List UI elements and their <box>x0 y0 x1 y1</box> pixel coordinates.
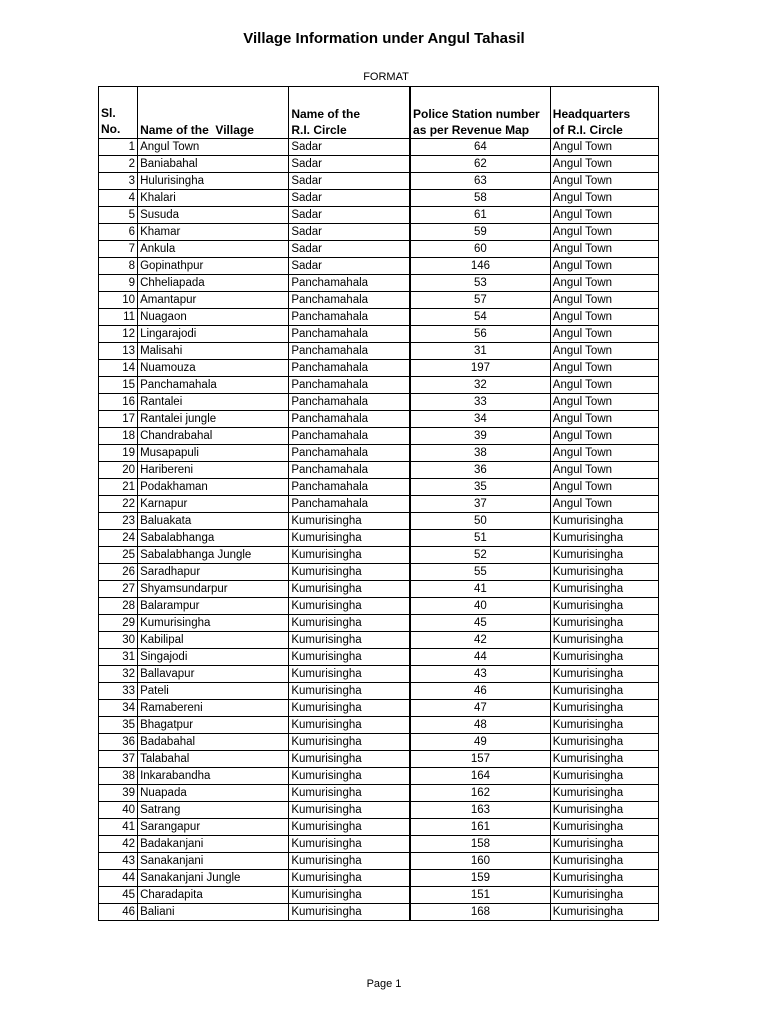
format-label: FORMAT <box>363 71 409 83</box>
cell-ri-circle: Panchamahala <box>289 360 410 377</box>
cell-police-station-number: 60 <box>410 241 550 258</box>
cell-village-name: Nuagaon <box>138 309 289 326</box>
cell-police-station-number: 164 <box>410 768 550 785</box>
cell-sl-no: 5 <box>99 207 138 224</box>
cell-police-station-number: 162 <box>410 785 550 802</box>
cell-sl-no: 30 <box>99 632 138 649</box>
cell-ri-circle: Kumurisingha <box>289 785 410 802</box>
cell-sl-no: 46 <box>99 904 138 921</box>
cell-headquarters: Kumurisingha <box>550 581 658 598</box>
table-row <box>99 343 659 360</box>
table-row <box>99 853 659 870</box>
cell-sl-no: 29 <box>99 615 138 632</box>
cell-sl-no: 25 <box>99 547 138 564</box>
table-row <box>99 751 659 768</box>
cell-village-name: Rantalei jungle <box>138 411 289 428</box>
header-ri-circle <box>289 87 410 139</box>
cell-police-station-number: 49 <box>410 734 550 751</box>
cell-headquarters: Angul Town <box>550 139 658 156</box>
cell-headquarters: Kumurisingha <box>550 853 658 870</box>
header-police-station <box>410 87 550 139</box>
cell-police-station-number: 41 <box>410 581 550 598</box>
cell-headquarters: Kumurisingha <box>550 615 658 632</box>
cell-ri-circle: Kumurisingha <box>289 564 410 581</box>
cell-police-station-number: 160 <box>410 853 550 870</box>
table-row <box>99 326 659 343</box>
cell-police-station-number: 40 <box>410 598 550 615</box>
cell-headquarters: Kumurisingha <box>550 751 658 768</box>
table-row <box>99 462 659 479</box>
table-row <box>99 156 659 173</box>
cell-headquarters: Angul Town <box>550 309 658 326</box>
cell-police-station-number: 37 <box>410 496 550 513</box>
cell-sl-no: 23 <box>99 513 138 530</box>
cell-village-name: Nuapada <box>138 785 289 802</box>
cell-sl-no: 44 <box>99 870 138 887</box>
cell-village-name: Sanakanjani <box>138 853 289 870</box>
cell-village-name: Kumurisingha <box>138 615 289 632</box>
cell-village-name: Khamar <box>138 224 289 241</box>
header-village-name <box>138 87 289 139</box>
cell-headquarters: Kumurisingha <box>550 734 658 751</box>
cell-police-station-number: 46 <box>410 683 550 700</box>
village-table <box>98 86 659 921</box>
cell-ri-circle: Kumurisingha <box>289 632 410 649</box>
cell-sl-no: 12 <box>99 326 138 343</box>
cell-sl-no: 20 <box>99 462 138 479</box>
cell-village-name: Badabahal <box>138 734 289 751</box>
cell-sl-no: 28 <box>99 598 138 615</box>
cell-sl-no: 1 <box>99 139 138 156</box>
cell-sl-no: 32 <box>99 666 138 683</box>
cell-sl-no: 24 <box>99 530 138 547</box>
cell-police-station-number: 168 <box>410 904 550 921</box>
page-number: Page 1 <box>366 978 402 990</box>
cell-village-name: Hulurisingha <box>138 173 289 190</box>
table-row <box>99 258 659 275</box>
cell-headquarters: Angul Town <box>550 241 658 258</box>
cell-headquarters: Angul Town <box>550 479 658 496</box>
cell-ri-circle: Kumurisingha <box>289 513 410 530</box>
cell-village-name: Lingarajodi <box>138 326 289 343</box>
header-sl-line1: Sl. <box>101 106 116 120</box>
header-ps-line1: Police Station number <box>413 107 540 121</box>
cell-ri-circle: Panchamahala <box>289 377 410 394</box>
cell-sl-no: 45 <box>99 887 138 904</box>
cell-police-station-number: 62 <box>410 156 550 173</box>
cell-police-station-number: 52 <box>410 547 550 564</box>
header-sl-no <box>99 87 138 139</box>
cell-ri-circle: Kumurisingha <box>289 649 410 666</box>
table-row <box>99 615 659 632</box>
cell-ri-circle: Kumurisingha <box>289 700 410 717</box>
table-row <box>99 819 659 836</box>
cell-sl-no: 27 <box>99 581 138 598</box>
cell-ri-circle: Panchamahala <box>289 275 410 292</box>
cell-village-name: Malisahi <box>138 343 289 360</box>
cell-police-station-number: 35 <box>410 479 550 496</box>
table-row <box>99 360 659 377</box>
cell-ri-circle: Panchamahala <box>289 309 410 326</box>
table-row <box>99 513 659 530</box>
cell-village-name: Charadapita <box>138 887 289 904</box>
cell-village-name: Inkarabandha <box>138 768 289 785</box>
cell-headquarters: Angul Town <box>550 258 658 275</box>
table-row <box>99 802 659 819</box>
cell-sl-no: 11 <box>99 309 138 326</box>
cell-village-name: Podakhaman <box>138 479 289 496</box>
cell-headquarters: Kumurisingha <box>550 683 658 700</box>
table-row <box>99 445 659 462</box>
cell-ri-circle: Kumurisingha <box>289 904 410 921</box>
table-row <box>99 564 659 581</box>
cell-ri-circle: Kumurisingha <box>289 683 410 700</box>
cell-headquarters: Kumurisingha <box>550 564 658 581</box>
cell-police-station-number: 151 <box>410 887 550 904</box>
cell-headquarters: Kumurisingha <box>550 785 658 802</box>
cell-sl-no: 18 <box>99 428 138 445</box>
cell-police-station-number: 43 <box>410 666 550 683</box>
table-row <box>99 598 659 615</box>
table-row <box>99 785 659 802</box>
cell-village-name: Kabilipal <box>138 632 289 649</box>
cell-village-name: Amantapur <box>138 292 289 309</box>
cell-sl-no: 39 <box>99 785 138 802</box>
cell-ri-circle: Kumurisingha <box>289 887 410 904</box>
cell-police-station-number: 61 <box>410 207 550 224</box>
cell-village-name: Angul Town <box>138 139 289 156</box>
table-row <box>99 530 659 547</box>
cell-sl-no: 33 <box>99 683 138 700</box>
cell-ri-circle: Panchamahala <box>289 428 410 445</box>
cell-village-name: Bhagatpur <box>138 717 289 734</box>
cell-ri-circle: Panchamahala <box>289 394 410 411</box>
cell-sl-no: 4 <box>99 190 138 207</box>
table-row <box>99 224 659 241</box>
cell-village-name: Sabalabhanga <box>138 530 289 547</box>
cell-village-name: Badakanjani <box>138 836 289 853</box>
cell-ri-circle: Sadar <box>289 173 410 190</box>
table-row <box>99 666 659 683</box>
cell-sl-no: 21 <box>99 479 138 496</box>
cell-police-station-number: 59 <box>410 224 550 241</box>
cell-ri-circle: Kumurisingha <box>289 751 410 768</box>
cell-village-name: Khalari <box>138 190 289 207</box>
cell-police-station-number: 58 <box>410 190 550 207</box>
cell-headquarters: Angul Town <box>550 292 658 309</box>
cell-sl-no: 40 <box>99 802 138 819</box>
table-row <box>99 649 659 666</box>
cell-ri-circle: Sadar <box>289 190 410 207</box>
cell-headquarters: Angul Town <box>550 360 658 377</box>
cell-village-name: Musapapuli <box>138 445 289 462</box>
cell-headquarters: Kumurisingha <box>550 632 658 649</box>
cell-sl-no: 22 <box>99 496 138 513</box>
cell-sl-no: 19 <box>99 445 138 462</box>
cell-village-name: Shyamsundarpur <box>138 581 289 598</box>
table-row <box>99 139 659 156</box>
cell-ri-circle: Kumurisingha <box>289 802 410 819</box>
cell-ri-circle: Panchamahala <box>289 343 410 360</box>
table-row <box>99 547 659 564</box>
table-row <box>99 292 659 309</box>
cell-ri-circle: Panchamahala <box>289 462 410 479</box>
cell-police-station-number: 45 <box>410 615 550 632</box>
cell-ri-circle: Panchamahala <box>289 445 410 462</box>
cell-village-name: Sarangapur <box>138 819 289 836</box>
cell-ri-circle: Panchamahala <box>289 496 410 513</box>
table-row <box>99 700 659 717</box>
cell-sl-no: 15 <box>99 377 138 394</box>
cell-police-station-number: 42 <box>410 632 550 649</box>
cell-ri-circle: Panchamahala <box>289 479 410 496</box>
cell-village-name: Nuamouza <box>138 360 289 377</box>
cell-sl-no: 8 <box>99 258 138 275</box>
cell-headquarters: Kumurisingha <box>550 649 658 666</box>
cell-sl-no: 14 <box>99 360 138 377</box>
cell-village-name: Chheliapada <box>138 275 289 292</box>
cell-sl-no: 37 <box>99 751 138 768</box>
table-row <box>99 207 659 224</box>
cell-headquarters: Kumurisingha <box>550 513 658 530</box>
cell-ri-circle: Kumurisingha <box>289 530 410 547</box>
cell-sl-no: 10 <box>99 292 138 309</box>
cell-headquarters: Angul Town <box>550 445 658 462</box>
cell-police-station-number: 56 <box>410 326 550 343</box>
cell-sl-no: 26 <box>99 564 138 581</box>
cell-headquarters: Kumurisingha <box>550 802 658 819</box>
cell-sl-no: 7 <box>99 241 138 258</box>
cell-village-name: Panchamahala <box>138 377 289 394</box>
cell-village-name: Ankula <box>138 241 289 258</box>
cell-headquarters: Kumurisingha <box>550 700 658 717</box>
cell-headquarters: Kumurisingha <box>550 547 658 564</box>
cell-sl-no: 6 <box>99 224 138 241</box>
table-row <box>99 734 659 751</box>
cell-police-station-number: 57 <box>410 292 550 309</box>
cell-sl-no: 38 <box>99 768 138 785</box>
table-row <box>99 836 659 853</box>
cell-ri-circle: Sadar <box>289 224 410 241</box>
table-row <box>99 768 659 785</box>
cell-sl-no: 9 <box>99 275 138 292</box>
cell-ri-circle: Kumurisingha <box>289 615 410 632</box>
cell-sl-no: 43 <box>99 853 138 870</box>
cell-police-station-number: 161 <box>410 819 550 836</box>
cell-police-station-number: 47 <box>410 700 550 717</box>
cell-ri-circle: Sadar <box>289 258 410 275</box>
cell-police-station-number: 64 <box>410 139 550 156</box>
table-header <box>99 87 659 139</box>
cell-ri-circle: Kumurisingha <box>289 598 410 615</box>
cell-sl-no: 2 <box>99 156 138 173</box>
cell-police-station-number: 44 <box>410 649 550 666</box>
cell-police-station-number: 53 <box>410 275 550 292</box>
cell-headquarters: Kumurisingha <box>550 904 658 921</box>
cell-headquarters: Kumurisingha <box>550 887 658 904</box>
table-row <box>99 394 659 411</box>
cell-ri-circle: Panchamahala <box>289 292 410 309</box>
table-row <box>99 190 659 207</box>
cell-police-station-number: 157 <box>410 751 550 768</box>
cell-headquarters: Kumurisingha <box>550 768 658 785</box>
cell-village-name: Baluakata <box>138 513 289 530</box>
table-row <box>99 717 659 734</box>
table-row <box>99 309 659 326</box>
cell-ri-circle: Kumurisingha <box>289 717 410 734</box>
cell-ri-circle: Sadar <box>289 139 410 156</box>
cell-police-station-number: 31 <box>410 343 550 360</box>
cell-village-name: Ramabereni <box>138 700 289 717</box>
cell-sl-no: 17 <box>99 411 138 428</box>
cell-ri-circle: Kumurisingha <box>289 581 410 598</box>
table-row <box>99 411 659 428</box>
cell-police-station-number: 55 <box>410 564 550 581</box>
cell-headquarters: Kumurisingha <box>550 598 658 615</box>
header-headquarters <box>550 87 658 139</box>
cell-village-name: Balarampur <box>138 598 289 615</box>
cell-sl-no: 16 <box>99 394 138 411</box>
table-row <box>99 241 659 258</box>
cell-headquarters: Angul Town <box>550 207 658 224</box>
header-village-text: Name of the Village <box>140 123 254 137</box>
cell-police-station-number: 197 <box>410 360 550 377</box>
table-row <box>99 173 659 190</box>
cell-village-name: Singajodi <box>138 649 289 666</box>
cell-police-station-number: 34 <box>410 411 550 428</box>
cell-headquarters: Kumurisingha <box>550 819 658 836</box>
table-body <box>99 139 659 921</box>
cell-police-station-number: 158 <box>410 836 550 853</box>
header-row <box>99 87 659 139</box>
cell-headquarters: Angul Town <box>550 496 658 513</box>
cell-police-station-number: 159 <box>410 870 550 887</box>
cell-headquarters: Kumurisingha <box>550 530 658 547</box>
cell-village-name: Chandrabahal <box>138 428 289 445</box>
cell-police-station-number: 163 <box>410 802 550 819</box>
cell-sl-no: 35 <box>99 717 138 734</box>
table-row <box>99 428 659 445</box>
table-row <box>99 496 659 513</box>
table-row <box>99 632 659 649</box>
cell-headquarters: Angul Town <box>550 428 658 445</box>
cell-sl-no: 31 <box>99 649 138 666</box>
cell-village-name: Haribereni <box>138 462 289 479</box>
cell-village-name: Ballavapur <box>138 666 289 683</box>
table-row <box>99 870 659 887</box>
cell-police-station-number: 63 <box>410 173 550 190</box>
cell-village-name: Karnapur <box>138 496 289 513</box>
cell-headquarters: Kumurisingha <box>550 666 658 683</box>
cell-headquarters: Angul Town <box>550 343 658 360</box>
cell-police-station-number: 50 <box>410 513 550 530</box>
cell-police-station-number: 33 <box>410 394 550 411</box>
header-hq-line1: Headquarters <box>552 107 631 121</box>
cell-sl-no: 36 <box>99 734 138 751</box>
table-row <box>99 275 659 292</box>
cell-headquarters: Kumurisingha <box>550 717 658 734</box>
header-hq-line2: of R.I. Circle <box>552 123 623 137</box>
cell-police-station-number: 48 <box>410 717 550 734</box>
cell-village-name: Susuda <box>138 207 289 224</box>
header-ps-line2: as per Revenue Map <box>413 123 530 137</box>
cell-headquarters: Angul Town <box>550 377 658 394</box>
cell-headquarters: Angul Town <box>550 462 658 479</box>
cell-ri-circle: Kumurisingha <box>289 836 410 853</box>
cell-headquarters: Angul Town <box>550 411 658 428</box>
cell-ri-circle: Sadar <box>289 241 410 258</box>
cell-ri-circle: Kumurisingha <box>289 666 410 683</box>
cell-ri-circle: Kumurisingha <box>289 734 410 751</box>
cell-ri-circle: Panchamahala <box>289 411 410 428</box>
cell-ri-circle: Kumurisingha <box>289 853 410 870</box>
cell-village-name: Pateli <box>138 683 289 700</box>
cell-village-name: Baliani <box>138 904 289 921</box>
cell-headquarters: Kumurisingha <box>550 836 658 853</box>
table-row <box>99 581 659 598</box>
header-sl-line2: No. <box>101 122 121 136</box>
cell-police-station-number: 38 <box>410 445 550 462</box>
cell-village-name: Talabahal <box>138 751 289 768</box>
cell-sl-no: 3 <box>99 173 138 190</box>
cell-village-name: Saradhapur <box>138 564 289 581</box>
cell-headquarters: Angul Town <box>550 394 658 411</box>
cell-police-station-number: 146 <box>410 258 550 275</box>
cell-police-station-number: 54 <box>410 309 550 326</box>
table-row <box>99 683 659 700</box>
table-row <box>99 479 659 496</box>
table-row <box>99 904 659 921</box>
cell-sl-no: 13 <box>99 343 138 360</box>
cell-headquarters: Angul Town <box>550 275 658 292</box>
table-row <box>99 377 659 394</box>
cell-ri-circle: Sadar <box>289 156 410 173</box>
cell-ri-circle: Kumurisingha <box>289 768 410 785</box>
cell-village-name: Satrang <box>138 802 289 819</box>
cell-village-name: Sanakanjani Jungle <box>138 870 289 887</box>
cell-headquarters: Angul Town <box>550 156 658 173</box>
cell-headquarters: Kumurisingha <box>550 870 658 887</box>
cell-ri-circle: Panchamahala <box>289 326 410 343</box>
header-ri-line1: Name of the <box>291 107 361 121</box>
header-ri-line2: R.I. Circle <box>291 123 347 137</box>
cell-headquarters: Angul Town <box>550 173 658 190</box>
cell-village-name: Sabalabhanga Jungle <box>138 547 289 564</box>
cell-ri-circle: Kumurisingha <box>289 870 410 887</box>
cell-ri-circle: Kumurisingha <box>289 547 410 564</box>
cell-ri-circle: Kumurisingha <box>289 819 410 836</box>
cell-police-station-number: 36 <box>410 462 550 479</box>
cell-police-station-number: 32 <box>410 377 550 394</box>
cell-headquarters: Angul Town <box>550 326 658 343</box>
cell-headquarters: Angul Town <box>550 190 658 207</box>
cell-police-station-number: 51 <box>410 530 550 547</box>
cell-village-name: Gopinathpur <box>138 258 289 275</box>
cell-sl-no: 34 <box>99 700 138 717</box>
cell-headquarters: Angul Town <box>550 224 658 241</box>
cell-sl-no: 42 <box>99 836 138 853</box>
cell-village-name: Rantalei <box>138 394 289 411</box>
page-title: Village Information under Angul Tahasil <box>243 30 525 47</box>
cell-sl-no: 41 <box>99 819 138 836</box>
table-row <box>99 887 659 904</box>
cell-village-name: Baniabahal <box>138 156 289 173</box>
cell-police-station-number: 39 <box>410 428 550 445</box>
cell-ri-circle: Sadar <box>289 207 410 224</box>
